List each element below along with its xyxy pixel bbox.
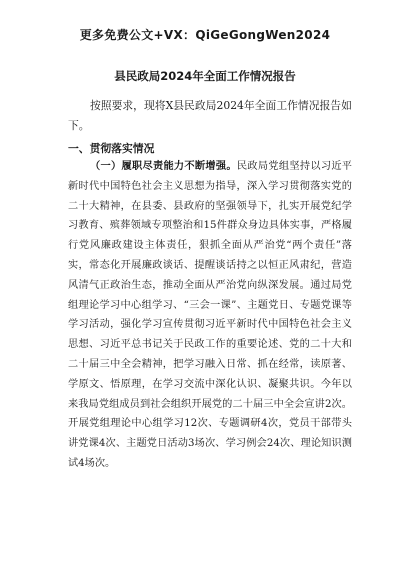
sub-heading: （一）履职尽责能力不断增强。 (90, 161, 237, 172)
section-heading: 一、贯彻落实情况 (68, 142, 155, 155)
body-text: 民政局党组坚持以习近平新时代中国特色社会主义思想为指导，深入学习贯彻落实党的二十大精神，在县委、县政府的坚强领导下，扎实开展党纪学习教育、殡葬领域专项整治和15件群众身边具体实事，严格履行党风廉政建设主体责任，狠抓全面从严治党“两个责任”落实，常态化开展廉政谈话、提醒谈话持之以恒正风肃纪，营造风清气正政治生态，推动全面从严治党向纵深发展。通过局党组理论学习中心组学习、“三会一课”、主题党日、专题党课等学习活动，强化学习宣传贯彻习近平新时代中国特色社会主义思想、习近平总书记关于民政工作的重要论述、党的二十大和二十届三中全会精神，把学习融入日常、抓在经常，读原著、学原文、悟原理，在学习交流中深化认识、凝聚共识。今年以来我局党组成员到社会组织开展党的二十届三中全会宣讲2次。开展党组理论中心组学习12次、专题调研4次，党员干部带头讲党课4次、主题党日活动3场次、学习例会24次、理论知识测试4场次。 (68, 161, 352, 469)
promo-header: 更多免费公文+VX：QiGeGongWen2024 (79, 28, 331, 42)
document-title: 县民政局2024年全面工作情况报告 (114, 69, 296, 83)
body-paragraph (68, 157, 352, 474)
intro-paragraph: 按照要求，现将X县民政局2024年全面工作情况报告如下。 (68, 99, 352, 132)
